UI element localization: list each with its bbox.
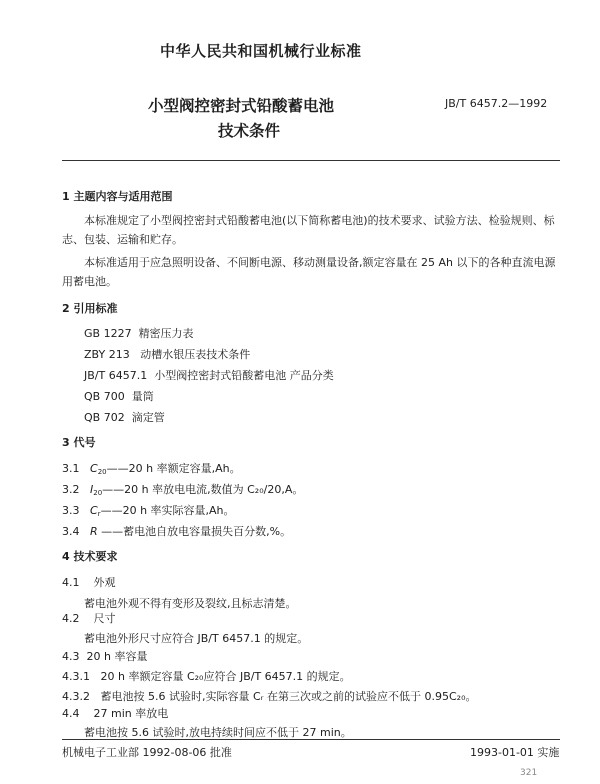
ref-item: GB 1227 精密压力表 — [84, 327, 194, 340]
document-title-line1: 小型阀控密封式铅酸蓄电池 — [148, 97, 335, 115]
clause-4-1: 4.1 外观 — [62, 576, 116, 589]
clause-4-3-1: 4.3.1 20 h 率额定容量 C₂₀应符合 JB/T 6457.1 的规定。 — [62, 670, 351, 683]
section3-heading: 3 代号 — [62, 436, 96, 449]
header-divider — [62, 160, 560, 161]
section1-p2-line2: 用蓄电池。 — [62, 275, 117, 288]
clause-4-2-text: 蓄电池外形尺寸应符合 JB/T 6457.1 的规定。 — [84, 632, 309, 645]
ref-item: ZBY 213 动槽水银压表技术条件 — [84, 348, 251, 361]
approval-info: 机械电子工业部 1992-08-06 批准 — [62, 746, 232, 759]
symbol-item: 3.3 $C_r——20$ h 率实际容量,Ah。 — [62, 504, 235, 518]
page-number: 321 — [520, 768, 538, 778]
clause-4-4-text: 蓄电池按 5.6 试验时,放电持续时间应不低于 27 min。 — [84, 726, 352, 739]
clause-4-3-2: 4.3.2 蓄电池按 5.6 试验时,实际容量 Cᵣ 在第三次或之前的试验应不低于 0.95C₂₀。 — [62, 690, 477, 703]
ref-item: JB/T 6457.1 小型阀控密封式铅酸蓄电池 产品分类 — [84, 369, 334, 382]
section1-p1-line1: 本标准规定了小型阀控密封式铅酸蓄电池(以下简称蓄电池)的技术要求、试验方法、检验规则、标 — [84, 214, 555, 227]
clause-4-3: 4.3 20 h 率容量 — [62, 650, 148, 663]
symbol-item: 3.1 $C_{20}——20$ h 率额定容量,Ah。 — [62, 462, 241, 476]
symbol-item: 3.4 R ——蓄电池自放电容量损失百分数,%。 — [62, 525, 292, 538]
section1-heading: 1 主题内容与适用范围 — [62, 190, 173, 203]
ref-item: QB 702 滴定管 — [84, 411, 165, 424]
symbol-item: 3.2 $I_{20}——20$ h 率放电电流,数值为 C₂₀/20,A。 — [62, 483, 304, 497]
effective-date: 1993-01-01 实施 — [470, 746, 560, 759]
clause-4-4: 4.4 27 min 率放电 — [62, 707, 169, 720]
ref-item: QB 700 量筒 — [84, 390, 154, 403]
footer-divider — [62, 739, 560, 740]
clause-4-1-text: 蓄电池外观不得有变形及裂纹,且标志清楚。 — [84, 597, 297, 610]
section1-p1-line2: 志、包装、运输和贮存。 — [62, 233, 183, 246]
document-number: JB/T 6457.2—1992 — [445, 97, 548, 110]
organization-header: 中华人民共和国机械行业标准 — [160, 42, 362, 60]
section4-heading: 4 技术要求 — [62, 550, 118, 563]
section2-heading: 2 引用标准 — [62, 302, 118, 315]
clause-4-2: 4.2 尺寸 — [62, 612, 116, 625]
document-title-line2: 技术条件 — [218, 122, 281, 140]
section1-p2-line1: 本标准适用于应急照明设备、不间断电源、移动测量设备,额定容量在 25 Ah 以下的各种直流电源 — [84, 256, 556, 269]
